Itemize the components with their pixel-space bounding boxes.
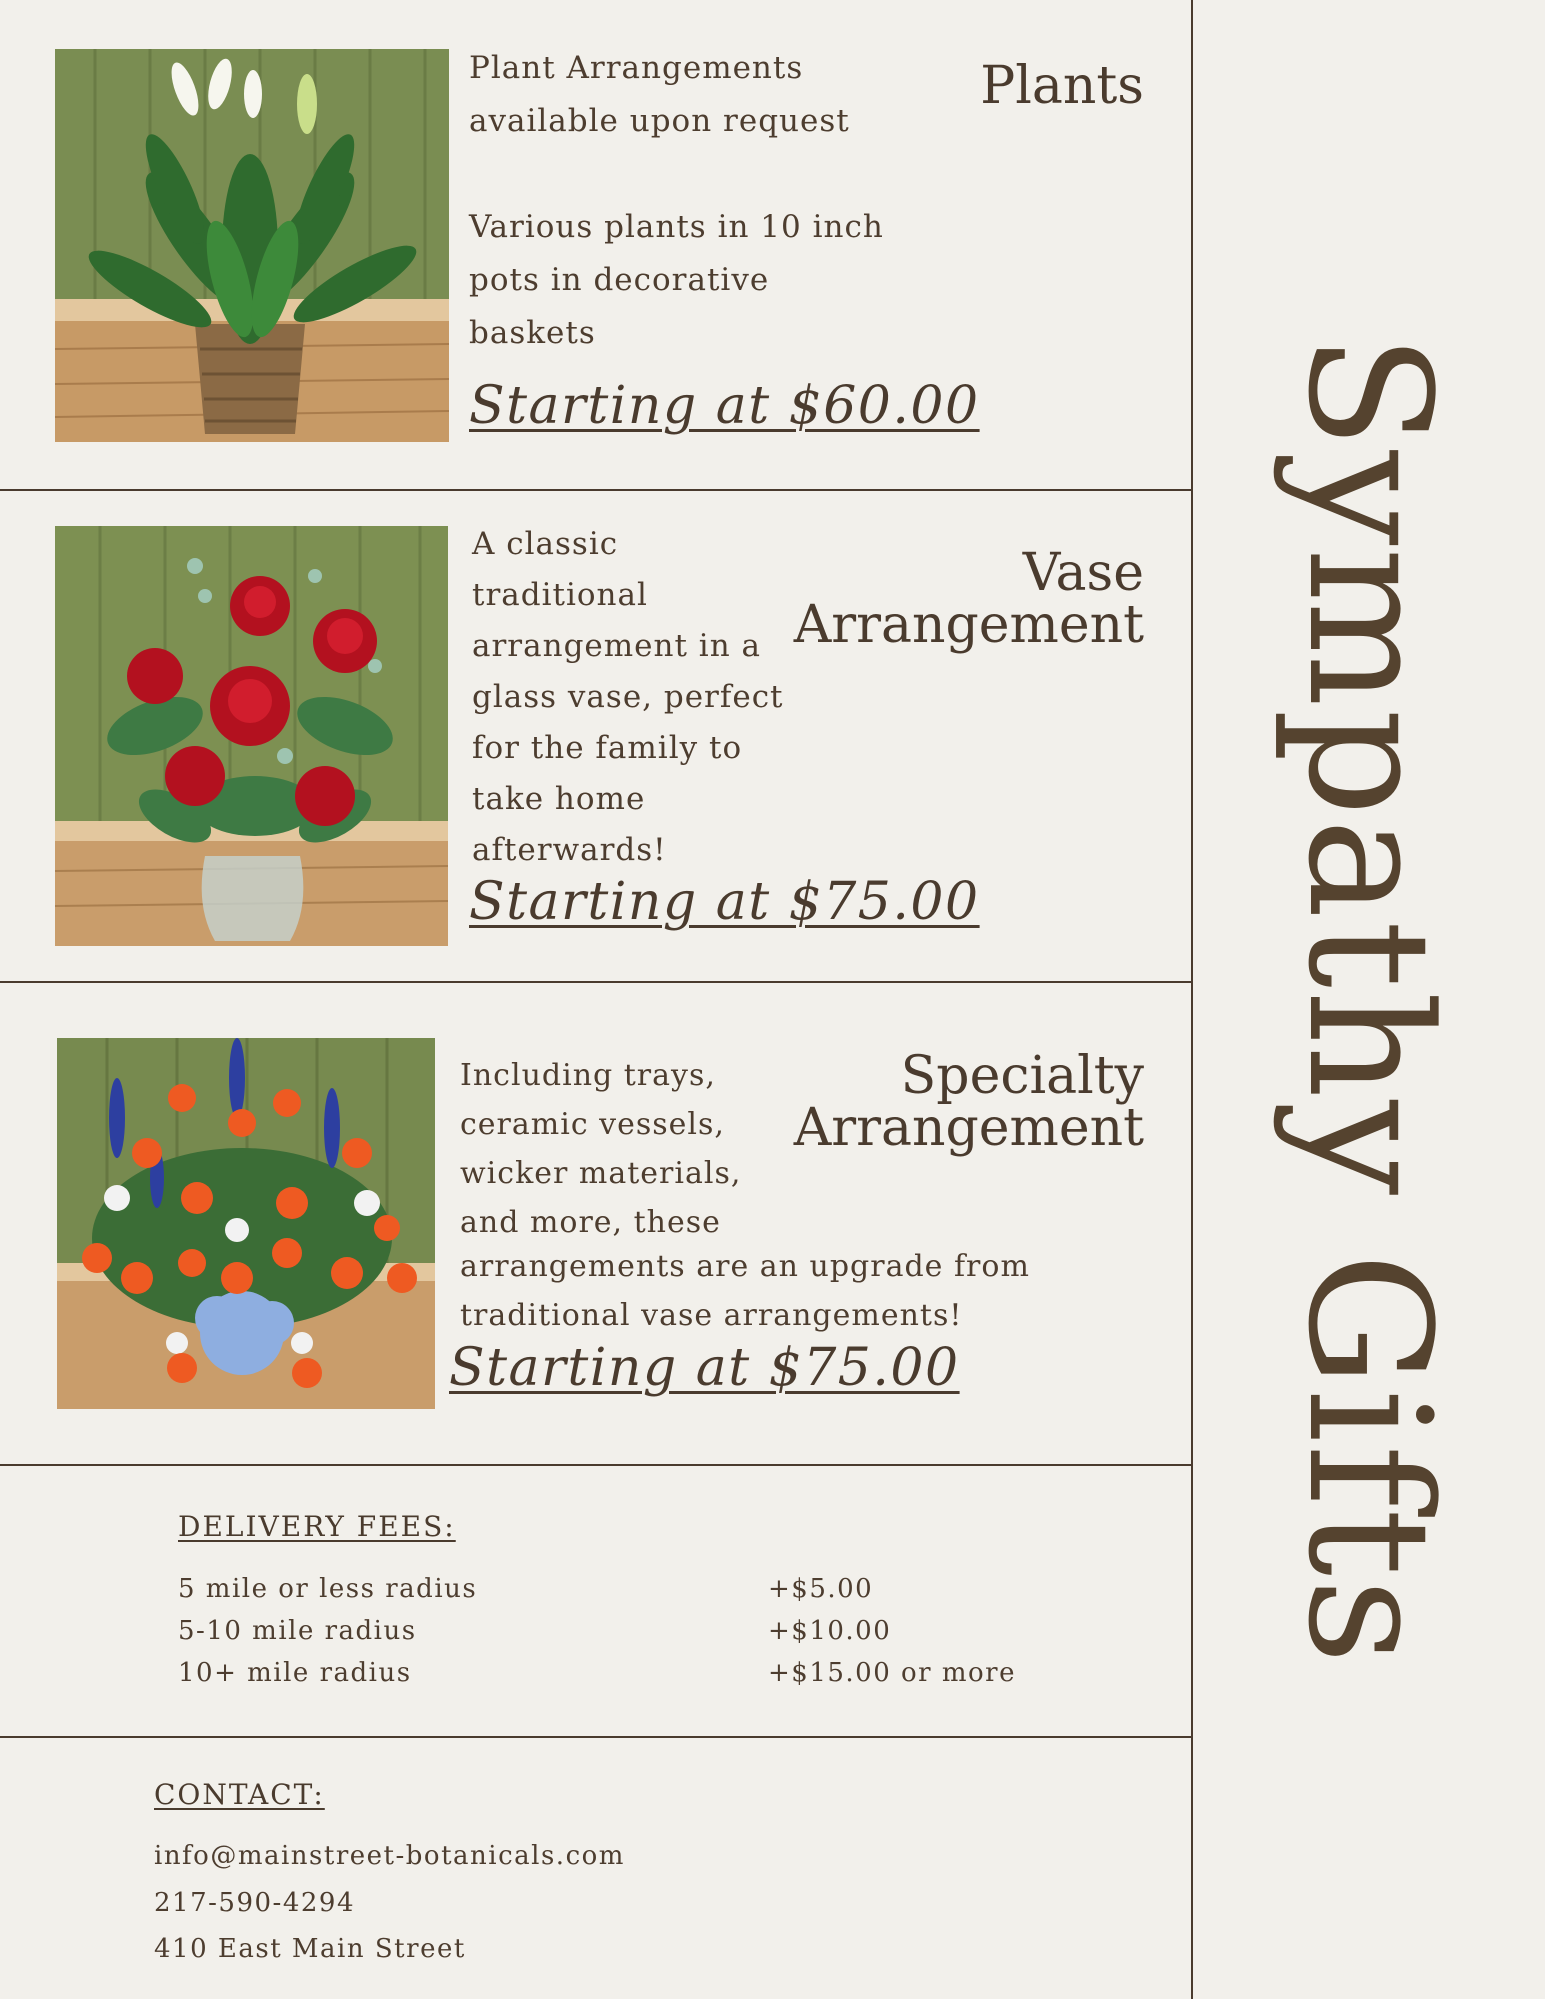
vase-heading-line-2: Arrangement xyxy=(793,595,1144,655)
vase-heading-line-1: Vase xyxy=(1022,543,1144,603)
plants-description-line-2: Various plants in 10 inch pots in decorative baskets xyxy=(469,209,884,351)
specialty-arrangement-photo xyxy=(57,1038,435,1409)
contact-phone[interactable]: 217-590-4294 xyxy=(154,1888,355,1918)
vase-heading xyxy=(793,543,1144,655)
section-divider xyxy=(0,489,1192,491)
section-divider xyxy=(0,1736,1192,1738)
specialty-heading xyxy=(793,1046,1144,1158)
delivery-distance: 5-10 mile radius xyxy=(178,1616,417,1646)
delivery-fee: +$10.00 xyxy=(768,1616,892,1646)
specialty-price: Starting at $75.00 xyxy=(449,1338,960,1398)
plants-description xyxy=(469,42,889,360)
section-divider xyxy=(0,1464,1192,1466)
side-title-panel xyxy=(1193,0,1545,1999)
contact-address: 410 East Main Street xyxy=(154,1934,466,1964)
plants-heading: Plants xyxy=(980,56,1144,116)
delivery-distance: 10+ mile radius xyxy=(178,1658,412,1688)
contact-email[interactable]: info@mainstreet-botanicals.com xyxy=(154,1841,625,1871)
delivery-fees-label: DELIVERY FEES: xyxy=(178,1510,456,1543)
specialty-heading-line-2: Arrangement xyxy=(793,1098,1144,1158)
contact-label: CONTACT: xyxy=(154,1778,325,1811)
vase-description: A classic traditional arrangement in a glass vase, perfect for the family to take home afterwards! xyxy=(472,526,784,868)
vase-arrangement-photo xyxy=(55,526,448,946)
plants-description-line-1: Plant Arrangements available upon request xyxy=(469,50,850,139)
specialty-description-top: Including trays, ceramic vessels, wicker materials, and more, these xyxy=(460,1058,742,1240)
plant-photo xyxy=(55,49,449,442)
delivery-distance: 5 mile or less radius xyxy=(178,1574,478,1604)
side-title: Sympathy Gifts xyxy=(1271,333,1467,1666)
specialty-description-bottom: arrangements are an upgrade from traditional vase arrangements! xyxy=(460,1249,1030,1333)
delivery-fee: +$15.00 or more xyxy=(768,1658,1016,1688)
plants-price: Starting at $60.00 xyxy=(469,376,980,436)
delivery-fee: +$5.00 xyxy=(768,1574,874,1604)
specialty-heading-line-1: Specialty xyxy=(900,1046,1144,1106)
section-divider xyxy=(0,981,1192,983)
vase-price: Starting at $75.00 xyxy=(469,872,980,932)
